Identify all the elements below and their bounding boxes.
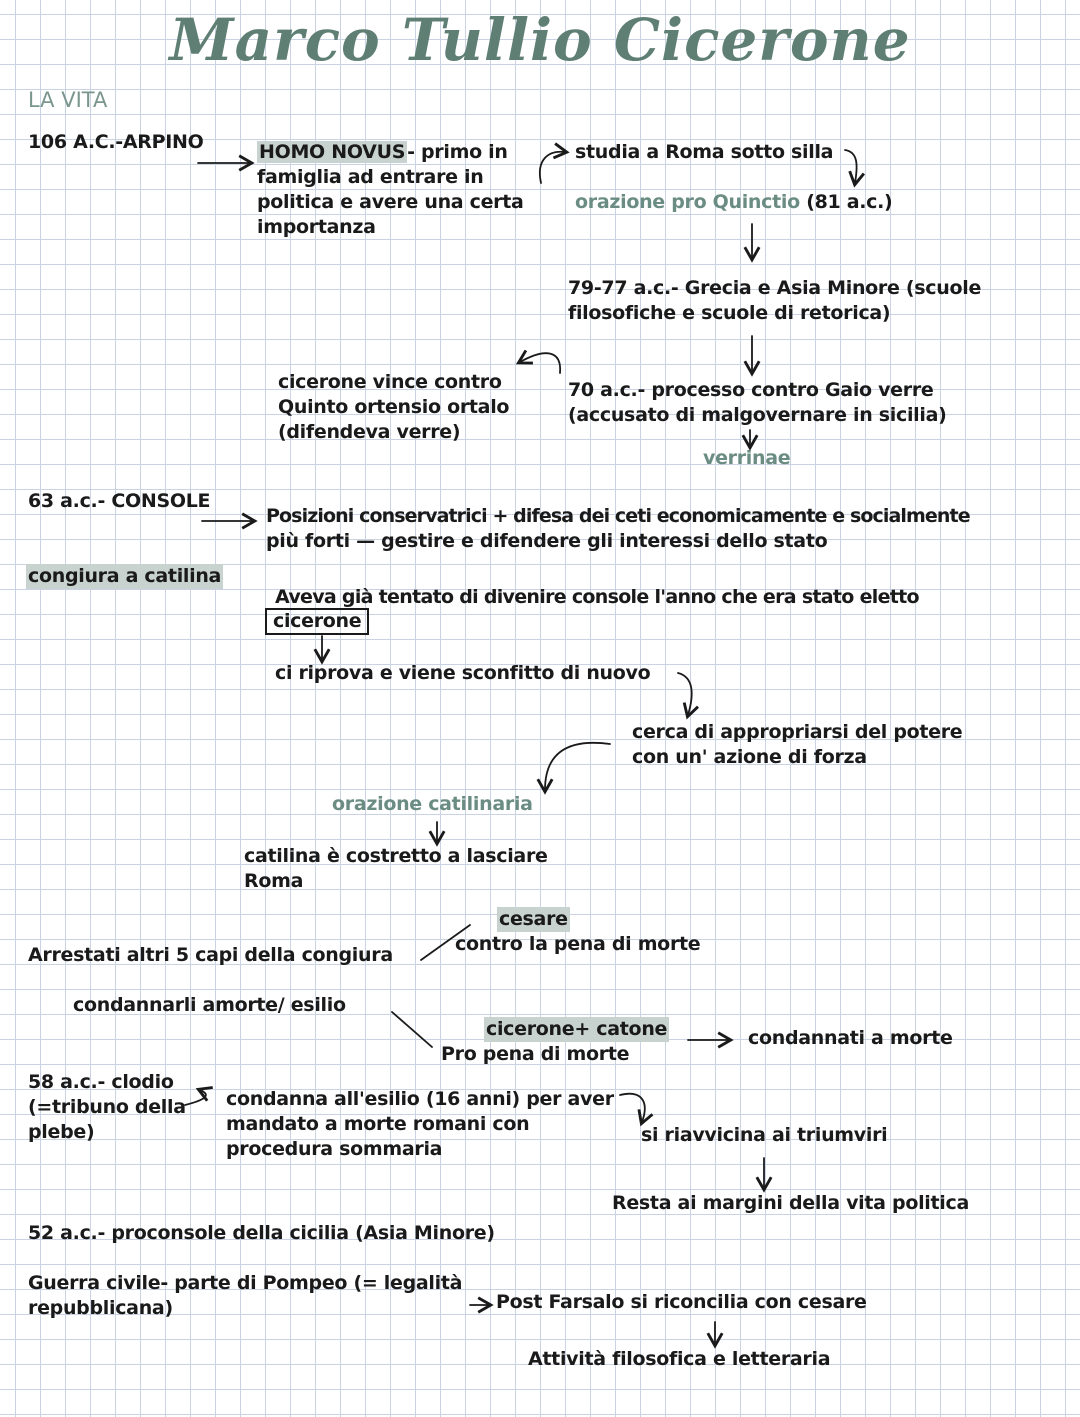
arrow-clodio-esilio xyxy=(185,1090,206,1105)
clodio-line-3: plebe) xyxy=(28,1121,95,1143)
cerca-line-1: cerca di appropriarsi del potere xyxy=(632,721,963,743)
posizioni-line-2: più forti — gestire e difendere gli interessi dello stato xyxy=(266,530,828,552)
vince-line-2: Quinto ortensio ortalo xyxy=(278,396,510,418)
vince-line-1: cicerone vince contro xyxy=(278,371,502,393)
console-entry: 63 a.c.- CONSOLE xyxy=(28,490,211,512)
line-condannarli-cicerone-catone xyxy=(392,1012,432,1047)
triumviri-line: si riavvicina ai triumviri xyxy=(641,1124,888,1146)
arpino-entry: 106 A.C.-ARPINO xyxy=(28,131,204,153)
page-title: Marco Tullio Cicerone xyxy=(169,6,911,74)
cesare-label: cesare xyxy=(499,908,568,930)
grecia-line-1: 79-77 a.c.- Grecia e Asia Minore (scuole xyxy=(568,277,982,299)
studia-roma: studia a Roma sotto silla xyxy=(575,141,834,163)
arrow-curve-studia-quinctio xyxy=(845,150,857,183)
condannati-line: condannati a morte xyxy=(748,1027,953,1049)
aveva-line: Aveva già tentato di divenire console l'anno che era stato eletto xyxy=(275,586,919,608)
costretto-line-2: Roma xyxy=(244,870,304,892)
verre-line-1: 70 a.c.- processo contro Gaio verre xyxy=(568,379,934,401)
esilio-line-3: procedura sommaria xyxy=(226,1138,443,1160)
line-arrestati-cesare xyxy=(421,925,470,960)
section-heading: LA VITA xyxy=(28,88,108,112)
homo-novus-line-2: famiglia ad entrare in xyxy=(257,166,484,188)
verre-line-2: (accusato di malgovernare in sicilia) xyxy=(568,404,947,426)
vince-line-3: (difendeva verre) xyxy=(278,421,461,443)
arrow-curve-riprova-cerca xyxy=(678,673,692,715)
cicerone-catone-label: cicerone+ catone xyxy=(486,1018,668,1040)
pro-quinctio-title: orazione pro Quinctio xyxy=(575,191,800,213)
homo-novus-line-3: politica e avere una certa xyxy=(257,191,524,213)
posizioni-line-1: Posizioni conservatrici + difesa dei ceti economicamente e socialmente xyxy=(266,505,970,527)
condannarli-part-2: morte/ esilio xyxy=(215,994,346,1016)
homo-novus-line-4: importanza xyxy=(257,216,376,238)
proconsole-line: 52 a.c.- proconsole della cicilia (Asia Minore) xyxy=(28,1222,495,1244)
farsalo-line: Post Farsalo si riconcilia con cesare xyxy=(496,1291,867,1313)
congiura-heading: congiura a catilina xyxy=(28,565,222,587)
cerca-line-2: con un' azione di forza xyxy=(632,746,867,768)
pro-quinctio-year: (81 a.c.) xyxy=(806,191,893,213)
costretto-line-1: catilina è costretto a lasciare xyxy=(244,845,548,867)
cicerone-boxed: cicerone xyxy=(265,608,369,635)
verrinae-label: verrinae xyxy=(703,447,791,469)
arrow-curve-esilio-triumviri xyxy=(620,1094,645,1122)
pro-pena-line: Pro pena di morte xyxy=(441,1043,630,1065)
esilio-line-1: condanna all'esilio (16 anni) per aver xyxy=(226,1088,614,1110)
arrow-curve-cerca-catilinaria xyxy=(545,743,610,790)
grecia-line-2: filosofiche e scuole di retorica) xyxy=(568,302,891,324)
catilinaria-label: orazione catilinaria xyxy=(332,793,533,815)
attivita-line: Attività filosofica e letteraria xyxy=(528,1348,831,1370)
homo-novus-highlight: HOMO NOVUS xyxy=(259,141,406,163)
clodio-line-1: 58 a.c.- clodio xyxy=(28,1071,174,1093)
condannarli-part-1: condannarli a xyxy=(73,994,216,1016)
esilio-line-2: mandato a morte romani con xyxy=(226,1113,530,1135)
guerra-line-1: Guerra civile- parte di Pompeo (= legalità xyxy=(28,1272,463,1294)
clodio-line-2: (=tribuno della xyxy=(28,1096,186,1118)
guerra-line-2: repubblicana) xyxy=(28,1297,173,1319)
arrestati-line: Arrestati altri 5 capi della congiura xyxy=(28,944,393,966)
homo-novus-rest: - primo in xyxy=(407,141,508,163)
arrow-curve-verre-vince xyxy=(520,353,560,373)
riprova-line: ci riprova e viene sconfitto di nuovo xyxy=(275,662,651,684)
contro-pena-line: contro la pena di morte xyxy=(455,933,701,955)
arrow-curve-homo-studia xyxy=(540,152,565,183)
margini-line: Resta ai margini della vita politica xyxy=(612,1192,969,1214)
